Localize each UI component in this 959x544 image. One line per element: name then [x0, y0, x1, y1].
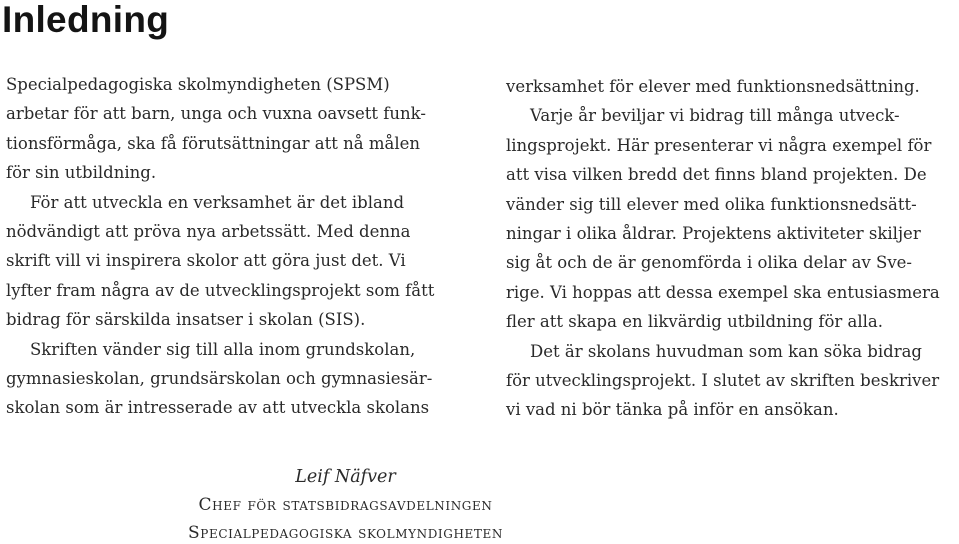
text-line: att visa vilken bredd det finns bland projekten. De: [506, 165, 927, 185]
text-line: fler att skapa en likvärdig utbildning för alla.: [506, 312, 883, 332]
text-line: Specialpedagogiska skolmyndigheten (SPSM): [6, 75, 390, 94]
text-line: bidrag för särskilda insatser i skolan (SIS).: [6, 310, 366, 330]
text-line: sig åt och de är genomförda i olika delar av Sve-: [506, 253, 912, 273]
text-line: vi vad ni bör tänka på inför en ansökan.: [506, 400, 839, 420]
text-line: vänder sig till elever med olika funktionsnedsätt-: [506, 194, 917, 214]
text-column-left: [6, 70, 456, 423]
text-line: verksamhet för elever med funktionsnedsättning.: [506, 77, 920, 96]
text-line: Skriften vänder sig till alla inom grundskolan,: [30, 339, 416, 359]
text-line: ningar i olika åldrar. Projektens aktiviteter skiljer: [506, 224, 921, 244]
text-line: rige. Vi hoppas att dessa exempel ska entusiasmera: [506, 282, 940, 302]
signature-name: Leif Näfver: [295, 467, 396, 487]
text-line: arbetar för att barn, unga och vuxna oavsett funk-: [6, 104, 426, 124]
text-line: gymnasieskolan, grundsärskolan och gymnasiesär-: [6, 369, 433, 389]
text-line: skrift vill vi inspirera skolor att göra just det. Vi: [6, 251, 406, 271]
text-column-right: [506, 72, 956, 425]
text-line: för utvecklingsprojekt. I slutet av skriften beskriver: [506, 371, 940, 391]
text-line: lingsprojekt. Här presenterar vi några exempel för: [506, 135, 932, 155]
text-line: nödvändigt att pröva nya arbetssätt. Med denna: [6, 222, 411, 242]
text-line: Varje år beviljar vi bidrag till många utveck-: [530, 106, 900, 126]
signature-role: Chef för statsbidragsavdelningen: [198, 495, 493, 515]
text-line: tionsförmåga, ska få förutsättningar att nå målen: [6, 133, 420, 153]
page-title: Inledning: [2, 0, 170, 40]
text-line: För att utveckla en verksamhet är det ibland: [30, 192, 405, 212]
text-line: lyfter fram några av de utvecklingsprojekt som fått: [6, 280, 435, 300]
text-line: skolan som är intresserade av att utveckla skolans: [6, 398, 430, 418]
text-line: Det är skolans huvudman som kan söka bidrag: [530, 341, 922, 361]
text-line: för sin utbildning.: [6, 163, 157, 183]
signature-organization: Specialpedagogiska skolmyndigheten: [188, 523, 503, 543]
